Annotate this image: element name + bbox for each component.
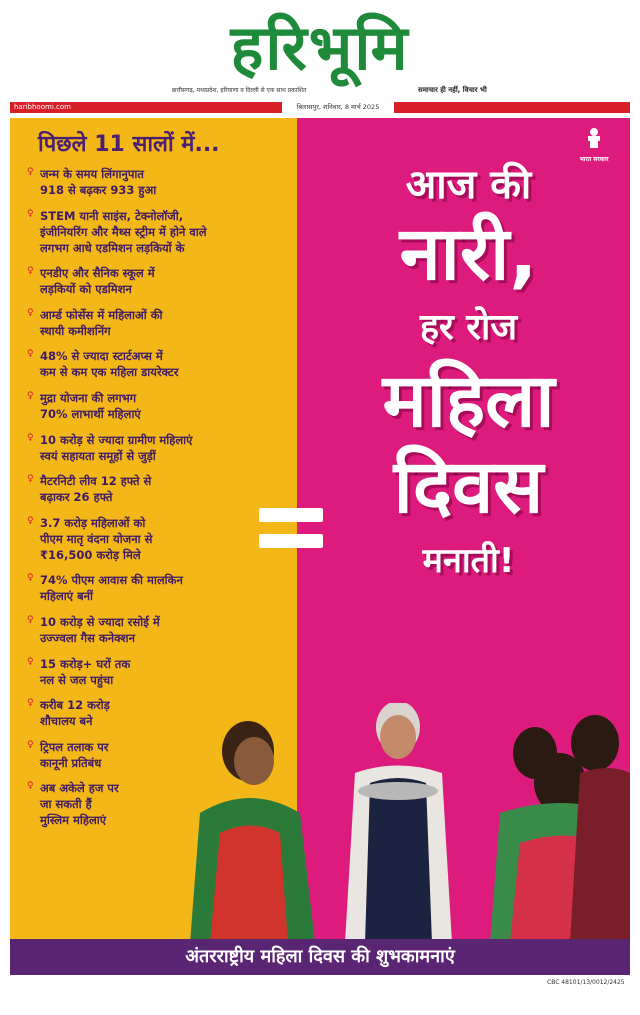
location-pin-icon: ♀ xyxy=(27,474,34,485)
newspaper-logo[interactable]: हरिभूमि xyxy=(230,11,410,84)
list-item-text: अब अकेले हज पर जा सकती हैं मुस्लिम महिलाएं xyxy=(40,781,119,828)
list-item xyxy=(27,614,290,646)
headline-line: महिला xyxy=(382,358,555,444)
list-item-text: 48% से ज्यादा स्टार्टअप्स में कम से कम एक महिला डायरेक्टर xyxy=(40,349,179,380)
equals-bar xyxy=(259,534,323,548)
headline-line: आज की xyxy=(405,162,532,208)
masthead-tagline-right: समाचार ही नहीं, विचार भी xyxy=(418,86,487,94)
advertisement-code: CBC 48101/13/0012/2425 xyxy=(547,979,625,986)
greeting-banner: अंतरराष्ट्रीय महिला दिवस की शुभकामनाएं xyxy=(10,939,630,975)
list-item-text: 15 करोड़+ घरों तक नल से जल पहुंचा xyxy=(40,656,131,687)
location-pin-icon: ♀ xyxy=(27,349,34,360)
list-item-text: मुद्रा योजना की लगभग 70% लाभार्थी महिलाएं xyxy=(40,390,141,421)
group-photo xyxy=(170,703,630,943)
headline-line: मनाती! xyxy=(422,541,515,581)
masthead-tagline-left: छत्तीसगढ़, मध्यप्रदेश, हरियाणा व दिल्ली से एक साथ प्रकाशित xyxy=(172,87,307,94)
list-item-text: 74% पीएम आवास की मालकिन महिलाएं बनीं xyxy=(40,573,183,604)
emblem-label: भारत सरकार xyxy=(579,156,609,163)
list-item xyxy=(27,208,290,256)
headline-line: नारी, xyxy=(399,211,538,297)
location-pin-icon: ♀ xyxy=(27,573,34,584)
list-item-text: जन्म के समय लिंगानुपात 918 से बढ़कर 933 हुआ xyxy=(40,167,157,197)
equals-icon xyxy=(259,508,323,552)
list-item-text: आर्म्ड फोर्सेस में महिलाओं की स्थायी कमीशनिंग xyxy=(40,307,163,338)
location-pin-icon: ♀ xyxy=(27,307,34,318)
equals-bar xyxy=(259,508,323,522)
location-pin-icon: ♀ xyxy=(27,266,34,277)
advertisement xyxy=(10,118,630,975)
achievements-heading: पिछले 11 सालों में... xyxy=(38,132,220,157)
location-pin-icon: ♀ xyxy=(27,515,34,526)
location-pin-icon: ♀ xyxy=(27,698,34,709)
list-item xyxy=(27,348,290,380)
location-pin-icon: ♀ xyxy=(27,167,34,177)
list-item xyxy=(27,166,290,198)
list-item-text: 10 करोड़ से ज्यादा रसोई में उज्ज्वला गैस कनेक्शन xyxy=(40,614,160,645)
headline-line: हर रोज xyxy=(419,307,518,348)
list-item-text: ट्रिपल तलाक पर कानूनी प्रतिबंध xyxy=(40,739,109,770)
location-pin-icon: ♀ xyxy=(27,432,34,443)
list-item-text: STEM यानी साइंस, टेक्नोलॉजी, इंजीनियरिंग और मैथ्स स्ट्रीम में होने वाले लगभग आधे एडमिशन लड़कियों के xyxy=(40,208,207,255)
location-pin-icon: ♀ xyxy=(27,390,34,401)
location-pin-icon: ♀ xyxy=(27,781,34,792)
list-item-text: 3.7 करोड़ महिलाओं को पीएम मातृ वंदना योजना से ₹16,500 करोड़ मिले xyxy=(40,515,153,562)
man-center-figure xyxy=(345,703,452,943)
site-url-link[interactable]: haribhoomi.com xyxy=(14,103,71,111)
list-item-text: मैटरनिटी लीव 12 हफ्ते से बढ़ाकर 26 हफ्ते xyxy=(40,474,152,505)
list-item xyxy=(27,432,290,464)
header-bar xyxy=(10,102,630,113)
list-item xyxy=(27,473,290,505)
location-pin-icon: ♀ xyxy=(27,614,34,625)
list-item xyxy=(27,307,290,339)
location-pin-icon: ♀ xyxy=(27,656,34,667)
woman-left-figure xyxy=(190,721,315,943)
women-right-group xyxy=(490,715,630,943)
masthead xyxy=(0,0,640,110)
ashoka-emblem-icon xyxy=(574,126,614,155)
government-emblem xyxy=(574,126,614,163)
location-pin-icon: ♀ xyxy=(27,739,34,750)
headline xyxy=(307,160,630,584)
edition-date: बिलासपुर, शनिवार, 8 मार्च 2025 xyxy=(282,102,394,113)
headline-line: दिवस xyxy=(393,444,544,530)
list-item xyxy=(27,390,290,422)
list-item xyxy=(27,656,290,688)
list-item-text: एनडीए और सैनिक स्कूल में लड़कियों को एडमिशन xyxy=(40,266,155,297)
list-item xyxy=(27,515,290,563)
location-pin-icon: ♀ xyxy=(27,208,34,219)
list-item-text: करीब 12 करोड़ शौचालय बने xyxy=(40,698,110,729)
list-item xyxy=(27,265,290,297)
list-item-text: 10 करोड़ से ज्यादा ग्रामीण महिलाएं स्वयं सहायता समूहों से जुड़ीं xyxy=(40,432,193,463)
list-item xyxy=(27,572,290,604)
